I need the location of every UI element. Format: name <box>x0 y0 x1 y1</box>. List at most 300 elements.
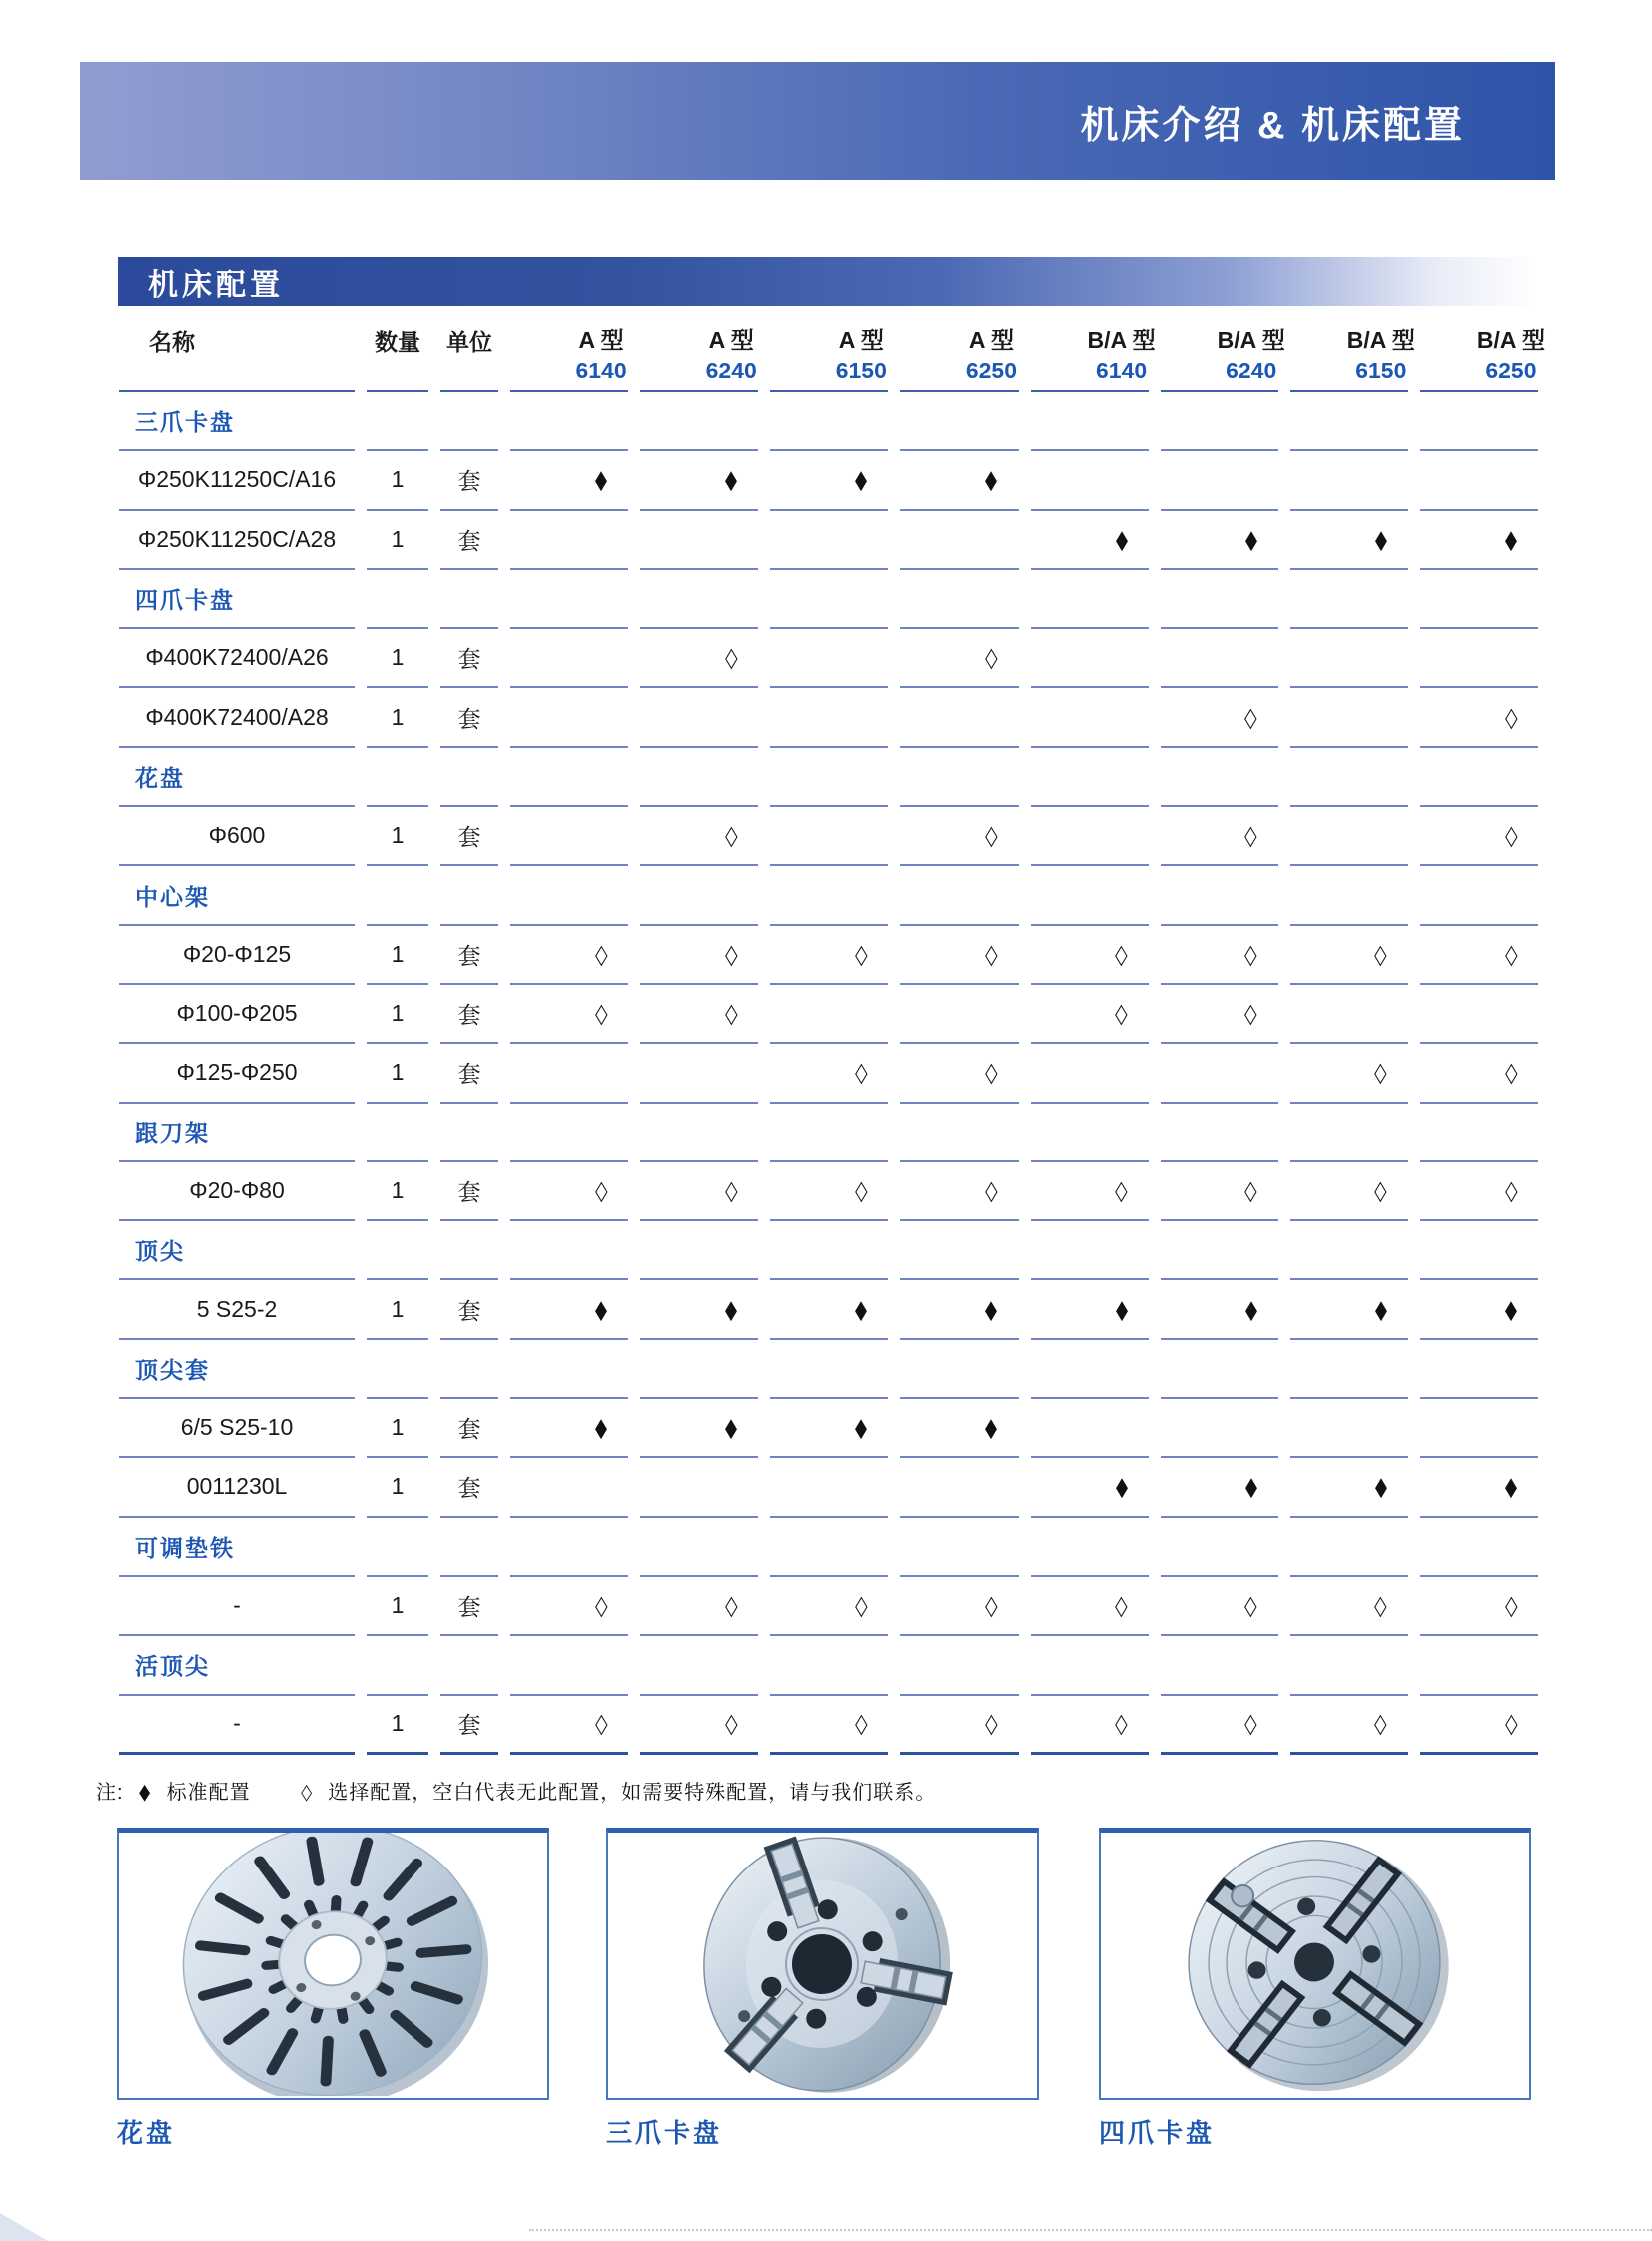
mark-optional-cell <box>1420 1162 1538 1221</box>
empty-cell <box>510 1104 628 1162</box>
faceplate-photo <box>119 1833 547 2096</box>
empty-cell <box>640 392 758 451</box>
empty-cell <box>1161 1340 1278 1399</box>
optional-config-icon: ◇ <box>1115 1590 1128 1621</box>
three-jaw-chuck-photo-frame <box>606 1828 1039 2100</box>
mark-optional-cell <box>900 1162 1018 1221</box>
empty-cell <box>770 1636 888 1695</box>
empty-cell <box>1420 1518 1538 1577</box>
item-qty: 1 <box>367 1162 428 1221</box>
empty-cell <box>367 392 428 451</box>
empty-cell <box>1420 1340 1538 1399</box>
empty-cell <box>1290 1221 1408 1280</box>
model-type-label: A 型 <box>578 327 624 353</box>
empty-cell <box>900 1636 1018 1695</box>
footer-dotted-line <box>529 2229 1652 2231</box>
mark-empty-cell <box>510 1458 628 1517</box>
mark-optional-cell <box>640 1696 758 1755</box>
empty-cell <box>900 1340 1018 1399</box>
mark-empty-cell <box>1031 807 1149 866</box>
item-row <box>119 1696 1538 1755</box>
empty-cell <box>770 392 888 451</box>
empty-cell <box>510 1636 628 1695</box>
page-title: 机床介绍 & 机床配置 <box>1080 104 1465 147</box>
mark-empty-cell <box>770 688 888 747</box>
empty-cell <box>1161 1104 1278 1162</box>
optional-config-icon: ◇ <box>855 1175 868 1205</box>
mark-empty-cell <box>1290 451 1408 510</box>
mark-empty-cell <box>510 807 628 866</box>
mark-optional-cell <box>1420 1696 1538 1755</box>
item-name: Φ400K72400/A28 <box>119 688 355 747</box>
optional-config-icon: ◇ <box>1244 1175 1257 1205</box>
mark-standard-cell <box>510 451 628 510</box>
mark-optional-cell <box>1420 1044 1538 1103</box>
item-name: Φ20-Φ125 <box>119 926 355 985</box>
category-name: 顶尖套 <box>119 1340 355 1399</box>
model-header-text <box>1218 325 1285 386</box>
optional-config-label: 选择配置，空白代表无此配置，如需要特殊配置，请与我们联系。 <box>328 1782 937 1804</box>
optional-config-icon: ◇ <box>724 1590 738 1621</box>
optional-config-icon: ◇ <box>724 1175 738 1205</box>
empty-cell <box>640 1221 758 1280</box>
mark-optional-cell <box>900 629 1018 688</box>
empty-cell <box>900 1104 1018 1162</box>
mark-standard-cell <box>1420 1280 1538 1339</box>
mark-standard-cell <box>640 1280 758 1339</box>
optional-config-icon: ◇ <box>1244 820 1257 851</box>
four-jaw-chuck-photo-frame <box>1099 1828 1531 2100</box>
optional-config-icon: ◇ <box>985 820 998 851</box>
empty-cell <box>440 570 498 629</box>
item-qty: 1 <box>367 1399 428 1458</box>
item-qty: 1 <box>367 926 428 985</box>
empty-cell <box>1031 1104 1149 1162</box>
faceplate-photo-frame <box>117 1828 549 2100</box>
optional-config-icon: ◇ <box>1374 1590 1388 1621</box>
empty-cell <box>440 866 498 925</box>
model-type-label: A 型 <box>968 327 1014 353</box>
optional-config-icon: ◇ <box>1504 938 1518 969</box>
mark-standard-cell <box>510 1280 628 1339</box>
item-row <box>119 985 1538 1044</box>
mark-optional-cell <box>640 926 758 985</box>
item-qty: 1 <box>367 688 428 747</box>
empty-cell <box>770 748 888 807</box>
column-header-model-6240-5 <box>1161 323 1285 392</box>
mark-optional-cell <box>1031 926 1149 985</box>
item-qty: 1 <box>367 511 428 570</box>
optional-config-icon: ◇ <box>1115 938 1128 969</box>
optional-config-icon: ◇ <box>985 642 998 673</box>
mark-empty-cell <box>1290 1399 1408 1458</box>
mark-optional-cell <box>1031 1696 1149 1755</box>
model-number-label: 6140 <box>575 358 627 383</box>
category-row <box>119 1518 1538 1577</box>
mark-empty-cell <box>510 511 628 570</box>
mark-empty-cell <box>1161 1044 1278 1103</box>
standard-config-icon: ◆ <box>1115 1293 1128 1324</box>
item-qty: 1 <box>367 1280 428 1339</box>
model-header-text <box>836 325 887 386</box>
column-header-model-6240-1 <box>640 323 758 392</box>
mark-optional-cell <box>510 985 628 1044</box>
category-row <box>119 866 1538 925</box>
standard-config-label: 标准配置 <box>166 1782 251 1804</box>
optional-config-icon: ◇ <box>594 998 608 1029</box>
model-number-label: 6150 <box>835 358 887 383</box>
item-unit: 套 <box>440 807 498 866</box>
category-name: 跟刀架 <box>119 1104 355 1162</box>
model-type-label: B/A 型 <box>1087 327 1156 353</box>
mark-optional-cell <box>510 1577 628 1636</box>
item-unit: 套 <box>440 985 498 1044</box>
mark-optional-cell <box>1031 1162 1149 1221</box>
item-row <box>119 1577 1538 1636</box>
standard-config-icon: ◆ <box>1374 523 1387 554</box>
mark-optional-cell <box>1161 926 1278 985</box>
model-header-text <box>1347 325 1415 386</box>
empty-cell <box>1031 1636 1149 1695</box>
mark-optional-cell <box>770 1162 888 1221</box>
caption-faceplate: 花盘 <box>117 2118 176 2148</box>
category-name: 三爪卡盘 <box>119 392 355 451</box>
mark-empty-cell <box>1031 1399 1149 1458</box>
mark-standard-cell <box>1161 1458 1278 1517</box>
item-row <box>119 1280 1538 1339</box>
empty-cell <box>640 866 758 925</box>
item-name: 6/5 S25-10 <box>119 1399 355 1458</box>
mark-optional-cell <box>640 985 758 1044</box>
item-unit: 套 <box>440 511 498 570</box>
section-title: 机床配置 <box>148 268 284 302</box>
empty-cell <box>1290 1636 1408 1695</box>
item-row <box>119 1458 1538 1517</box>
empty-cell <box>1290 1340 1408 1399</box>
mark-standard-cell <box>770 1280 888 1339</box>
item-row <box>119 629 1538 688</box>
item-name: Φ600 <box>119 807 355 866</box>
standard-config-icon: ◆ <box>855 1412 868 1443</box>
page-header-banner <box>80 62 1555 180</box>
item-row <box>119 807 1538 866</box>
optional-config-icon: ◇ <box>1374 1175 1388 1205</box>
table-header-row <box>119 323 1546 392</box>
empty-cell <box>1290 1104 1408 1162</box>
empty-cell <box>900 570 1018 629</box>
item-qty: 1 <box>367 629 428 688</box>
mark-standard-cell <box>1031 511 1149 570</box>
item-unit: 套 <box>440 451 498 510</box>
model-header-text <box>966 325 1017 386</box>
empty-cell <box>640 1340 758 1399</box>
legend-note <box>96 1776 936 1805</box>
mark-empty-cell <box>770 1458 888 1517</box>
mark-standard-cell <box>640 1399 758 1458</box>
three-jaw-chuck-photo <box>608 1833 1037 2096</box>
mark-optional-cell <box>1290 926 1408 985</box>
empty-cell <box>440 1104 498 1162</box>
mark-empty-cell <box>1161 629 1278 688</box>
mark-optional-cell <box>510 1162 628 1221</box>
empty-cell <box>770 570 888 629</box>
mark-empty-cell <box>770 629 888 688</box>
standard-config-icon: ◆ <box>985 464 998 495</box>
empty-cell <box>640 1636 758 1695</box>
optional-config-icon: ◇ <box>1374 1708 1388 1739</box>
model-number-label: 6140 <box>1095 358 1148 383</box>
item-unit: 套 <box>440 1577 498 1636</box>
category-name: 四爪卡盘 <box>119 570 355 629</box>
item-qty: 1 <box>367 1044 428 1103</box>
mark-empty-cell <box>900 511 1018 570</box>
four-jaw-chuck-photo <box>1101 1833 1529 2096</box>
standard-config-icon: ◆ <box>139 1779 151 1804</box>
item-qty: 1 <box>367 985 428 1044</box>
column-header-qty-label: 数量 <box>375 329 420 355</box>
mark-optional-cell <box>510 1696 628 1755</box>
empty-cell <box>367 1518 428 1577</box>
column-header-model-6250-7 <box>1420 323 1546 392</box>
standard-config-icon: ◆ <box>985 1412 998 1443</box>
mark-optional-cell <box>770 1696 888 1755</box>
empty-cell <box>510 748 628 807</box>
category-row <box>119 748 1538 807</box>
mark-standard-cell <box>510 1399 628 1458</box>
standard-config-icon: ◆ <box>595 1293 608 1324</box>
mark-optional-cell <box>640 807 758 866</box>
item-name: - <box>119 1696 355 1755</box>
optional-config-icon: ◇ <box>1504 1175 1518 1205</box>
standard-config-icon: ◆ <box>1244 1471 1257 1502</box>
mark-optional-cell <box>770 1044 888 1103</box>
optional-config-icon: ◇ <box>855 1590 868 1621</box>
empty-cell <box>1290 392 1408 451</box>
mark-empty-cell <box>900 1458 1018 1517</box>
column-header-unit-label: 单位 <box>446 329 492 355</box>
mark-empty-cell <box>1420 451 1538 510</box>
mark-standard-cell <box>1290 511 1408 570</box>
optional-config-icon: ◇ <box>724 1708 738 1739</box>
optional-config-icon: ◇ <box>855 1708 868 1739</box>
empty-cell <box>640 1518 758 1577</box>
mark-optional-cell <box>1290 1577 1408 1636</box>
category-row <box>119 1221 1538 1280</box>
mark-optional-cell <box>1031 985 1149 1044</box>
optional-config-icon: ◇ <box>1244 1708 1257 1739</box>
empty-cell <box>1420 392 1538 451</box>
column-header-model-6140-0 <box>510 323 628 392</box>
standard-config-icon: ◆ <box>725 1293 738 1324</box>
empty-cell <box>367 1221 428 1280</box>
optional-config-icon: ◇ <box>1504 820 1518 851</box>
empty-cell <box>1290 866 1408 925</box>
mark-standard-cell <box>770 1399 888 1458</box>
mark-standard-cell <box>1031 1280 1149 1339</box>
category-row <box>119 392 1538 451</box>
empty-cell <box>367 1340 428 1399</box>
empty-cell <box>900 1518 1018 1577</box>
optional-config-icon: ◇ <box>985 1057 998 1088</box>
machine-config-table <box>119 323 1546 1755</box>
mark-optional-cell <box>900 807 1018 866</box>
column-header-qty <box>367 323 428 392</box>
mark-optional-cell <box>1420 688 1538 747</box>
mark-empty-cell <box>1161 1399 1278 1458</box>
mark-optional-cell <box>1290 1696 1408 1755</box>
empty-cell <box>440 1340 498 1399</box>
mark-empty-cell <box>1290 807 1408 866</box>
empty-cell <box>1420 866 1538 925</box>
mark-empty-cell <box>1031 688 1149 747</box>
mark-optional-cell <box>900 1577 1018 1636</box>
empty-cell <box>1290 748 1408 807</box>
model-header-text <box>1477 325 1545 386</box>
optional-config-icon: ◇ <box>724 820 738 851</box>
category-name: 顶尖 <box>119 1221 355 1280</box>
empty-cell <box>640 570 758 629</box>
optional-config-icon: ◇ <box>724 998 738 1029</box>
empty-cell <box>510 392 628 451</box>
mark-optional-cell <box>770 926 888 985</box>
mark-standard-cell <box>1420 511 1538 570</box>
empty-cell <box>770 1340 888 1399</box>
mark-empty-cell <box>1161 451 1278 510</box>
column-header-model-6140-4 <box>1031 323 1156 392</box>
mark-standard-cell <box>900 451 1018 510</box>
empty-cell <box>770 1221 888 1280</box>
optional-config-icon: ◇ <box>1504 1057 1518 1088</box>
standard-config-icon: ◆ <box>855 464 868 495</box>
item-qty: 1 <box>367 807 428 866</box>
standard-config-icon: ◆ <box>1374 1471 1387 1502</box>
empty-cell <box>1161 748 1278 807</box>
mark-standard-cell <box>1290 1458 1408 1517</box>
mark-empty-cell <box>1420 629 1538 688</box>
mark-empty-cell <box>1031 1044 1149 1103</box>
optional-config-icon: ◇ <box>985 1590 998 1621</box>
empty-cell <box>510 570 628 629</box>
empty-cell <box>1161 1221 1278 1280</box>
column-header-model-6250-3 <box>900 323 1018 392</box>
empty-cell <box>367 866 428 925</box>
item-unit: 套 <box>440 1280 498 1339</box>
mark-empty-cell <box>770 985 888 1044</box>
model-header-text <box>706 325 757 386</box>
optional-config-icon: ◇ <box>985 1175 998 1205</box>
model-type-label: B/A 型 <box>1217 327 1285 353</box>
empty-cell <box>1420 570 1538 629</box>
empty-cell <box>1420 748 1538 807</box>
mark-optional-cell <box>1290 1044 1408 1103</box>
mark-empty-cell <box>1031 629 1149 688</box>
mark-optional-cell <box>900 1696 1018 1755</box>
standard-config-icon: ◆ <box>1504 523 1517 554</box>
mark-standard-cell <box>900 1280 1018 1339</box>
empty-cell <box>1031 1340 1149 1399</box>
empty-cell <box>367 1104 428 1162</box>
mark-empty-cell <box>510 629 628 688</box>
mark-optional-cell <box>900 926 1018 985</box>
item-row <box>119 451 1538 510</box>
optional-config-icon: ◇ <box>1504 1708 1518 1739</box>
mark-optional-cell <box>900 1044 1018 1103</box>
note-prefix: 注: <box>96 1782 124 1804</box>
optional-config-icon: ◇ <box>594 1708 608 1739</box>
mark-empty-cell <box>640 511 758 570</box>
optional-config-icon: ◇ <box>985 938 998 969</box>
empty-cell <box>440 748 498 807</box>
optional-config-icon: ◇ <box>855 1057 868 1088</box>
item-qty: 1 <box>367 1577 428 1636</box>
empty-cell <box>1031 866 1149 925</box>
mark-optional-cell <box>640 1162 758 1221</box>
category-row <box>119 1104 1538 1162</box>
empty-cell <box>900 748 1018 807</box>
empty-cell <box>440 1518 498 1577</box>
optional-config-icon: ◇ <box>1115 998 1128 1029</box>
item-qty: 1 <box>367 451 428 510</box>
empty-cell <box>1161 1518 1278 1577</box>
model-type-label: A 型 <box>838 327 884 353</box>
standard-config-icon: ◆ <box>855 1293 868 1324</box>
mark-empty-cell <box>510 688 628 747</box>
item-unit: 套 <box>440 1162 498 1221</box>
mark-empty-cell <box>1420 985 1538 1044</box>
item-unit: 套 <box>440 1399 498 1458</box>
mark-optional-cell <box>1161 1162 1278 1221</box>
model-type-label: B/A 型 <box>1476 327 1546 353</box>
mark-optional-cell <box>1161 1577 1278 1636</box>
optional-config-icon: ◇ <box>1244 998 1257 1029</box>
item-qty: 1 <box>367 1696 428 1755</box>
empty-cell <box>900 866 1018 925</box>
optional-config-icon: ◇ <box>1374 938 1388 969</box>
standard-config-icon: ◆ <box>1374 1293 1387 1324</box>
mark-optional-cell <box>1031 1577 1149 1636</box>
empty-cell <box>1420 1636 1538 1695</box>
category-name: 可调垫铁 <box>119 1518 355 1577</box>
model-number-label: 6150 <box>1355 358 1407 383</box>
caption-three-jaw-chuck: 三爪卡盘 <box>606 2118 723 2148</box>
empty-cell <box>367 1636 428 1695</box>
standard-config-icon: ◆ <box>1504 1293 1517 1324</box>
category-row <box>119 1636 1538 1695</box>
empty-cell <box>510 866 628 925</box>
empty-cell <box>440 1221 498 1280</box>
empty-cell <box>510 1518 628 1577</box>
item-unit: 套 <box>440 1458 498 1517</box>
empty-cell <box>440 1636 498 1695</box>
item-row <box>119 1044 1538 1103</box>
empty-cell <box>1420 1221 1538 1280</box>
mark-optional-cell <box>1161 807 1278 866</box>
mark-optional-cell <box>1420 1577 1538 1636</box>
empty-cell <box>510 1340 628 1399</box>
item-name: 5 S25-2 <box>119 1280 355 1339</box>
category-name: 中心架 <box>119 866 355 925</box>
model-number-label: 6240 <box>705 358 757 383</box>
mark-empty-cell <box>1290 688 1408 747</box>
model-number-label: 6250 <box>1485 358 1537 383</box>
caption-four-jaw-chuck: 四爪卡盘 <box>1099 2118 1216 2148</box>
mark-optional-cell <box>1161 985 1278 1044</box>
category-row <box>119 570 1538 629</box>
mark-empty-cell <box>1420 1399 1538 1458</box>
mark-standard-cell <box>1161 1280 1278 1339</box>
item-unit: 套 <box>440 1044 498 1103</box>
model-number-label: 6250 <box>965 358 1018 383</box>
